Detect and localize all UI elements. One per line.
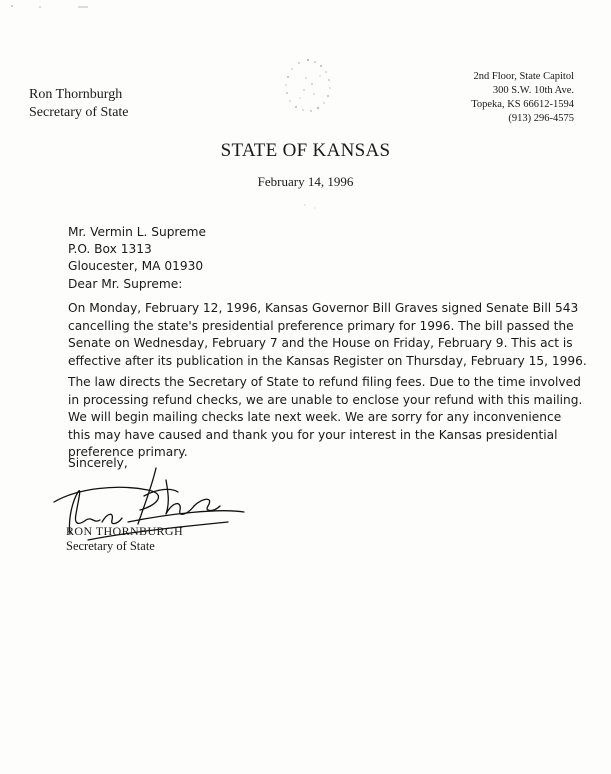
paragraph-line: The law directs the Secretary of State to refund filing fees. Due to the time involved	[68, 375, 581, 389]
letter-date: February 14, 1996	[257, 174, 354, 189]
sender-name: Ron Thornburgh	[29, 87, 123, 102]
recipient-address	[68, 224, 206, 275]
address-line: (913) 296-4575	[508, 113, 574, 124]
address-line: 300 S.W. 10th Ave.	[492, 85, 574, 96]
state-seal-icon	[268, 48, 348, 126]
recipient-line: Gloucester, MA 01930	[68, 259, 204, 273]
paragraph-line: preference primary.	[68, 445, 188, 459]
body-paragraph-1	[68, 300, 587, 370]
state-heading: STATE OF KANSAS	[220, 140, 391, 161]
paragraph-line: effective after its publication in the Kansas Register on Thursday, February 15, 1996.	[68, 353, 587, 368]
sender-title: Secretary of State	[29, 105, 129, 120]
address-line: 2nd Floor, State Capitol	[473, 71, 574, 82]
recipient-line: P.O. Box 1313	[68, 242, 152, 256]
paragraph-line: in processing refund checks, we are unable to enclose your refund with this mailing.	[68, 392, 583, 407]
salutation: Dear Mr. Supreme:	[68, 277, 183, 291]
paragraph-line: Senate on Wednesday, February 7 and the House on Friday, February 9. This act is	[68, 336, 573, 350]
address-line: Topeka, KS 66612-1594	[471, 99, 574, 110]
paragraph-line: cancelling the state's presidential preference primary for 1996. The bill passed the	[68, 318, 574, 333]
recipient-line: Mr. Vermin L. Supreme	[68, 225, 207, 239]
signer-title: Secretary of State	[66, 539, 155, 553]
valediction: Sincerely,	[68, 456, 128, 470]
signer-name: RON THORNBURGH	[66, 524, 184, 538]
body-paragraph-2	[68, 374, 583, 462]
paragraph-line: We will begin mailing checks late next week. We are sorry for any inconvenience	[68, 410, 562, 424]
paragraph-line: this may have caused and thank you for your interest in the Kansas presidential	[68, 427, 558, 442]
paragraph-line: On Monday, February 12, 1996, Kansas Governor Bill Graves signed Senate Bill 543	[68, 301, 579, 315]
letterhead-address	[374, 70, 574, 126]
